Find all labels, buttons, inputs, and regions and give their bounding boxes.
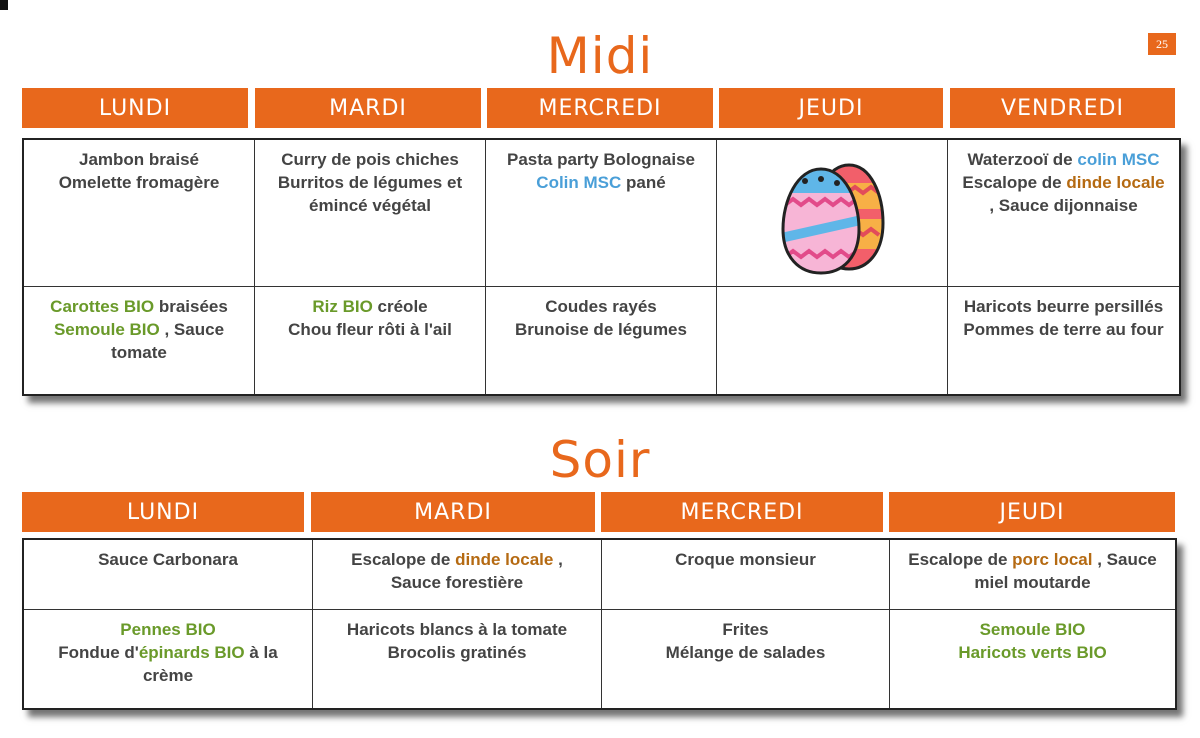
menu-text: Curry de pois chiches	[281, 150, 459, 169]
bio-label: Semoule BIO	[979, 620, 1086, 639]
menu-line	[319, 571, 595, 594]
menu-text: ,	[553, 550, 563, 569]
menu-line	[319, 548, 595, 571]
soir-title: Soir	[549, 431, 651, 489]
menu-text: Omelette fromagère	[58, 173, 220, 192]
menu-text: Pasta party Bolognaise	[506, 150, 695, 169]
soir-header-mercredi: MERCREDI	[601, 492, 883, 532]
local-label: porc local	[1012, 550, 1093, 569]
menu-line	[896, 641, 1169, 664]
menu-line	[30, 318, 248, 341]
bio-label: Semoule BIO	[53, 320, 160, 339]
page-number: 25	[1148, 33, 1176, 55]
menu-text: à la	[244, 643, 278, 662]
menu-text: Coudes rayés	[545, 297, 657, 316]
midi-mercredi-main	[486, 140, 717, 287]
menu-line	[30, 618, 306, 641]
menu-text: Chou fleur rôti à l'ail	[288, 320, 452, 339]
menu-text: , Sauce	[159, 320, 225, 339]
menu-text: Pommes de terre au four	[963, 320, 1164, 339]
menu-line	[261, 171, 479, 194]
menu-text: créole	[372, 297, 428, 316]
menu-text: Burritos de légumes et	[277, 173, 463, 192]
menu-text: Fondue d'	[58, 643, 139, 662]
local-label: dinde locale	[1066, 173, 1165, 192]
midi-jeudi-side	[717, 287, 948, 394]
menu-text: miel moutarde	[974, 573, 1091, 592]
menu-text: Brunoise de légumes	[515, 320, 687, 339]
menu-text: Mélange de salades	[665, 643, 826, 662]
menu-text: Brocolis gratinés	[387, 643, 527, 662]
soir-mardi-side	[313, 610, 602, 708]
menu-line	[954, 295, 1173, 318]
soir-mardi-main	[313, 540, 602, 610]
soir-lundi-side	[24, 610, 313, 708]
menu-line	[954, 194, 1173, 217]
midi-header-jeudi: JEUDI	[719, 88, 943, 128]
menu-line	[261, 148, 479, 171]
soir-mercredi-main	[602, 540, 890, 610]
menu-text: Escalope de	[351, 550, 456, 569]
msc-label: Colin MSC	[536, 173, 622, 192]
menu-line	[954, 171, 1173, 194]
soir-header-jeudi: JEUDI	[889, 492, 1175, 532]
corner-mark	[0, 0, 8, 10]
soir-lundi-main	[24, 540, 313, 610]
bio-label: Haricots verts BIO	[958, 643, 1107, 662]
menu-line	[319, 641, 595, 664]
menu-line	[30, 295, 248, 318]
soir-jeudi-side	[890, 610, 1175, 708]
midi-vendredi-side	[948, 287, 1179, 394]
menu-text: émincé végétal	[309, 196, 431, 215]
menu-line	[608, 618, 883, 641]
menu-text: Frites	[722, 620, 769, 639]
menu-line	[30, 664, 306, 687]
menu-line	[319, 618, 595, 641]
midi-header-lundi: LUNDI	[22, 88, 248, 128]
menu-line	[608, 548, 883, 571]
menu-line	[896, 571, 1169, 594]
msc-label: colin MSC	[1077, 150, 1160, 169]
menu-text: Escalope de	[908, 550, 1013, 569]
easter-eggs-icon	[777, 157, 887, 277]
midi-header-mardi: MARDI	[255, 88, 481, 128]
menu-line	[30, 548, 306, 571]
menu-line	[492, 171, 710, 194]
soir-menu-grid	[22, 538, 1177, 710]
local-label: dinde locale	[455, 550, 554, 569]
midi-mercredi-side	[486, 287, 717, 394]
midi-mardi-side	[255, 287, 486, 394]
soir-mercredi-side	[602, 610, 890, 708]
menu-line	[954, 148, 1173, 171]
soir-header-mardi: MARDI	[311, 492, 595, 532]
menu-line	[30, 641, 306, 664]
midi-mardi-main	[255, 140, 486, 287]
menu-text: , Sauce	[1092, 550, 1157, 569]
menu-text: Waterzooï de	[967, 150, 1078, 169]
menu-line	[261, 295, 479, 318]
bio-label: épinards BIO	[138, 643, 245, 662]
bio-label: Pennes BIO	[120, 620, 216, 639]
midi-lundi-side	[24, 287, 255, 394]
menu-text: Haricots beurre persillés	[963, 297, 1164, 316]
menu-text: Sauce forestière	[390, 573, 524, 592]
menu-line	[261, 194, 479, 217]
soir-header-lundi: LUNDI	[22, 492, 304, 532]
menu-line	[492, 295, 710, 318]
menu-text: Sauce Carbonara	[98, 550, 238, 569]
midi-lundi-main	[24, 140, 255, 287]
menu-line	[30, 148, 248, 171]
menu-text: braisées	[154, 297, 228, 316]
menu-line	[896, 618, 1169, 641]
menu-text: , Sauce dijonnaise	[989, 196, 1138, 215]
menu-line	[608, 641, 883, 664]
bio-label: Riz BIO	[312, 297, 373, 316]
menu-text: pané	[621, 173, 666, 192]
menu-line	[30, 341, 248, 364]
midi-header-mercredi: MERCREDI	[487, 88, 713, 128]
menu-line	[30, 171, 248, 194]
menu-line	[896, 548, 1169, 571]
midi-menu-grid	[22, 138, 1181, 396]
midi-header-vendredi: VENDREDI	[950, 88, 1175, 128]
menu-text: Jambon braisé	[79, 150, 199, 169]
menu-line	[492, 318, 710, 341]
soir-jeudi-main	[890, 540, 1175, 610]
menu-text: Haricots blancs à la tomate	[346, 620, 568, 639]
midi-vendredi-main	[948, 140, 1179, 287]
midi-title: Midi	[546, 27, 654, 85]
menu-line	[261, 318, 479, 341]
bio-label: Carottes BIO	[50, 297, 155, 316]
menu-line	[954, 318, 1173, 341]
menu-text: crème	[142, 666, 194, 685]
menu-line	[492, 148, 710, 171]
menu-text: tomate	[111, 343, 167, 362]
menu-text: Escalope de	[962, 173, 1067, 192]
midi-jeudi-main	[717, 140, 948, 287]
menu-text: Croque monsieur	[675, 550, 816, 569]
